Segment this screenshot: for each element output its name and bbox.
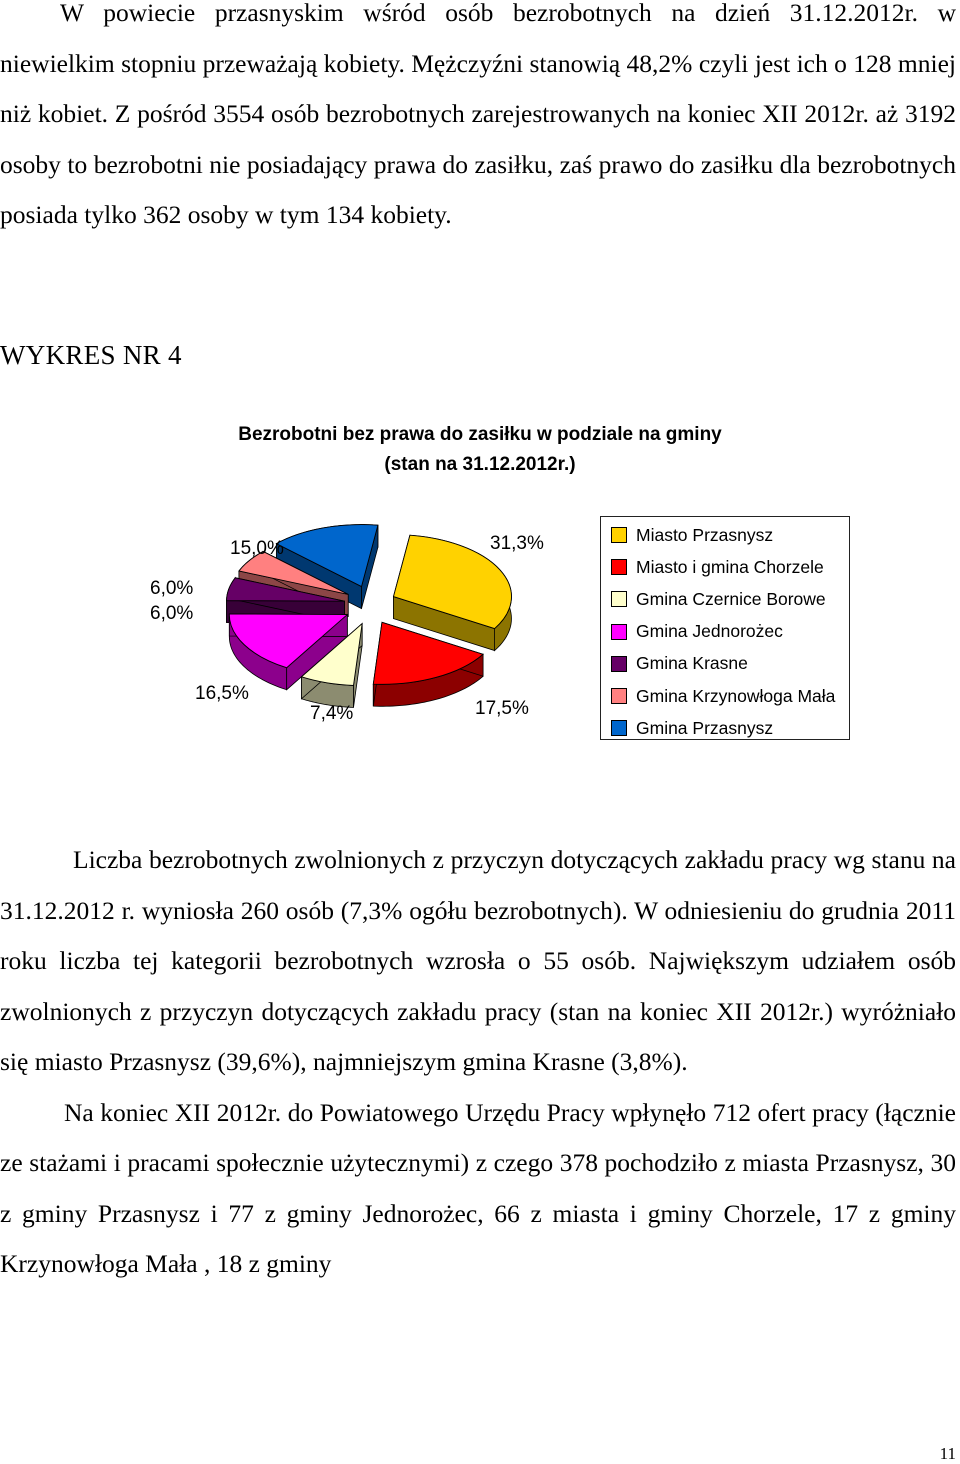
legend-item [611, 523, 773, 547]
legend-swatch [611, 624, 627, 640]
chart-heading: WYKRES NR 4 [0, 340, 182, 370]
chart-subtitle: (stan na 31.12.2012r.) [384, 454, 576, 475]
intro-text: W powiecie przasnyskim wśród osób bezrobotnych na dzień 31.12.2012r. w niewielkim stopniu przeważają kobiety. Mężczyźni stanowią 48,2% czyli jest ich o 128 mniej niż kobiet. Z pośród 3554 osób bezrobotnych zarejestrowanych na koniec XII 2012r. aż 3192 osoby to bezrobotni nie posiadający prawa do zasiłku, zaś prawo do zasiłku dla bezrobotnych posiada tylko 362 osoby w tym 134 kobiety. [0, 0, 956, 229]
intro-paragraph [0, 0, 956, 241]
legend-label: Gmina Jednorożec [636, 621, 783, 642]
body-paragraph-1: Liczba bezrobotnych zwolnionych z przyczyn dotyczących zakładu pracy wg stanu na 31.12.2012 r. wyniosła 260 osób (7,3% ogółu bezrobotnych). W odniesieniu do grudnia 2011 roku liczba tej kategorii bezrobotnych wzrosła o 55 osób. Największym udziałem osób zwolnionych z przyczyn dotyczących zakładu pracy (stan na koniec XII 2012r.) wyróżniało się miasto Przasnysz (39,6%), najmniejszym gmina Krasne (3,8%). [0, 845, 956, 1076]
legend-item [611, 684, 835, 708]
legend-swatch [611, 720, 627, 736]
legend-item [611, 555, 824, 579]
pie-value-label: 31,3% [490, 533, 544, 554]
legend-item [611, 587, 826, 611]
pie-value-label: 7,4% [310, 703, 354, 724]
legend-label: Miasto Przasnysz [636, 524, 774, 545]
legend-item [611, 620, 783, 644]
body-paragraphs [0, 835, 956, 1290]
legend-item [611, 652, 748, 676]
legend-swatch [611, 656, 627, 672]
legend-label: Gmina Krasne [636, 653, 748, 674]
chart-legend [600, 516, 850, 740]
legend-swatch [611, 688, 627, 704]
pie-value-label: 6,0% [150, 603, 194, 624]
page-number: 11 [939, 1444, 956, 1463]
chart-title-block [160, 420, 800, 480]
pie-value-label: 16,5% [195, 683, 249, 704]
pie-value-label: 17,5% [475, 698, 529, 719]
legend-label: Gmina Czernice Borowe [636, 588, 826, 609]
pie-value-label: 15,0% [230, 538, 284, 559]
legend-swatch [611, 559, 627, 575]
legend-label: Gmina Przasnysz [636, 717, 774, 738]
legend-label: Miasto i gmina Chorzele [636, 556, 824, 577]
legend-swatch [611, 591, 627, 607]
pie-value-label: 6,0% [150, 578, 194, 599]
legend-item [611, 716, 773, 740]
legend-label: Gmina Krzynowłoga Mała [636, 685, 836, 706]
body-paragraph-2: Na koniec XII 2012r. do Powiatowego Urzędu Pracy wpłynęło 712 ofert pracy (łącznie ze stażami i pracami społecznie użytecznymi) z czego 378 pochodziło z miasta Przasnysz, 30 z gminy Przasnysz i 77 z gminy Jednorożec, 66 z miasta i gminy Chorzele, 17 z gminy Krzynowłoga Mała , 18 z gminy [0, 1097, 956, 1278]
chart-title: Bezrobotni bez prawa do zasiłku w podziale na gminy [238, 424, 722, 445]
legend-swatch [611, 527, 627, 543]
